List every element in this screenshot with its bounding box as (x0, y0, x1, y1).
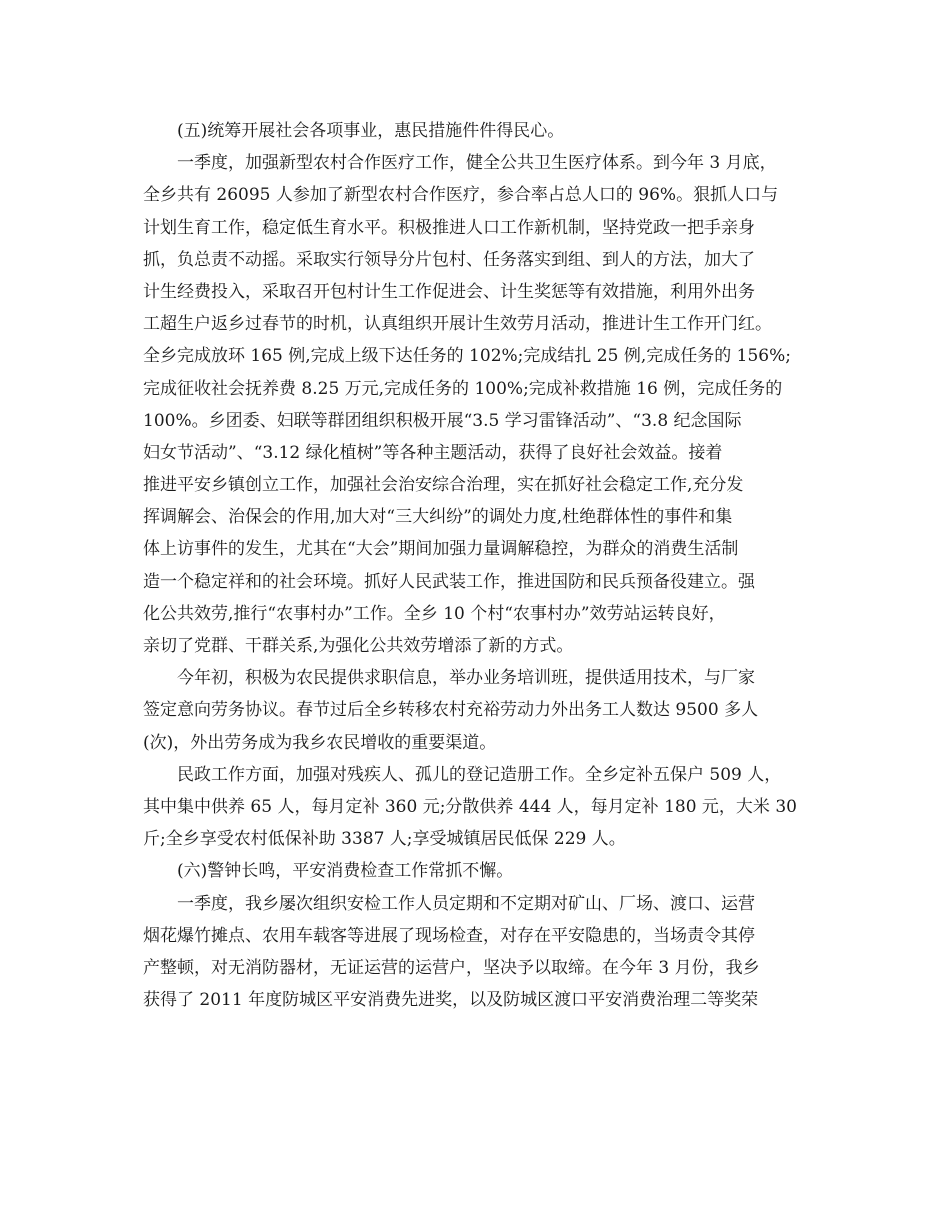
text-line: (次)，外出劳务成为我乡农民增收的重要渠道。 (143, 732, 497, 753)
text-line: 全乡共有 26095 人参加了新型农村合作医疗，参合率占总人口的 96%。狠抓人口与 (143, 185, 779, 206)
text-line: 100%。乡团委、妇联等群团组织积极开展“3.5 学习雷锋活动”、“3.8 纪念国际 (143, 410, 742, 431)
text-line: 亲切了党群、干群关系,为强化公共效劳增添了新的方式。 (143, 636, 574, 656)
text-line: 工超生户返乡过春节的时机，认真组织开展计生效劳月活动，推进计生工作开门红。 (143, 314, 772, 335)
text-line: 签定意向劳务协议。春节过后全乡转移农村充裕劳动力外出务工人数达 9500 多人 (143, 700, 759, 721)
paragraph-start-line: (六)警钟长鸣，平安消费检查工作常抓不懈。 (177, 861, 514, 882)
text-line: 全乡完成放环 165 例,完成上级下达任务的 102%;完成结扎 25 例,完成任务的 156%; (143, 346, 791, 367)
paragraph-start-line: 民政工作方面，加强对残疾人、孤儿的登记造册工作。全乡定补五保户 509 人， (177, 764, 782, 785)
paragraph-start-line: (五)统筹开展社会各项事业，惠民措施件件得民心。 (177, 121, 565, 141)
paragraph-start-line: 一季度，我乡屡次组织安检工作人员定期和不定期对矿山、厂场、渡口、运营 (177, 893, 755, 914)
text-line: 挥调解会、治保会的作用,加大对“三大纠纷”的调处力度,杜绝群体性的事件和集 (143, 507, 733, 528)
text-line: 获得了 2011 年度防城区平安消费先进奖，以及防城区渡口平安消费治理二等奖荣 (143, 990, 759, 1011)
text-line: 斤;全乡享受农村低保补助 3387 人;享受城镇居民低保 229 人。 (143, 829, 626, 850)
text-line: 计生经费投入，采取召开包村计生工作促进会、计生奖惩等有效措施，利用外出务 (143, 281, 755, 302)
text-line: 计划生育工作，稳定低生育水平。积极推进人口工作新机制，坚持党政一把手亲身 (143, 217, 755, 238)
text-line: 抓，负总责不动摇。采取实行领导分片包村、任务落实到组、到人的方法，加大了 (143, 249, 755, 270)
text-line: 化公共效劳,推行“农事村办”工作。全乡 10 个村“农事村办”效劳站运转良好， (143, 603, 726, 624)
text-line: 体上访事件的发生，尤其在“大会”期间加强力量调解稳控，为群众的消费生活制 (143, 539, 739, 560)
text-line: 烟花爆竹摊点、农用车载客等进展了现场检查，对存在平安隐患的，当场责令其停 (143, 925, 755, 946)
paragraph-start-line: 今年初，积极为农民提供求职信息，举办业务培训班，提供适用技术，与厂家 (177, 668, 755, 689)
document-body (143, 115, 823, 1016)
text-line: 完成征收社会抚养费 8.25 万元,完成任务的 100%;完成补救措施 16 例，完成任务的 (143, 378, 783, 399)
paragraph-start-line: 一季度，加强新型农村合作医疗工作，健全公共卫生医疗体系。到今年 3 月底， (177, 153, 777, 174)
text-line: 其中集中供养 65 人，每月定补 360 元;分散供养 444 人，每月定补 180 元，大米 30 (143, 796, 797, 817)
text-line: 推进平安乡镇创立工作，加强社会治安综合治理，实在抓好社会稳定工作,充分发 (143, 475, 744, 496)
text-line: 产整顿，对无消防器材，无证运营的运营户，坚决予以取缔。在今年 3 月份，我乡 (143, 957, 760, 978)
text-line: 妇女节活动”、“3.12 绿化植树”等各种主题活动，获得了良好社会效益。接着 (143, 442, 723, 463)
text-line: 造一个稳定祥和的社会环境。抓好人民武装工作，推进国防和民兵预备役建立。强 (143, 571, 755, 592)
